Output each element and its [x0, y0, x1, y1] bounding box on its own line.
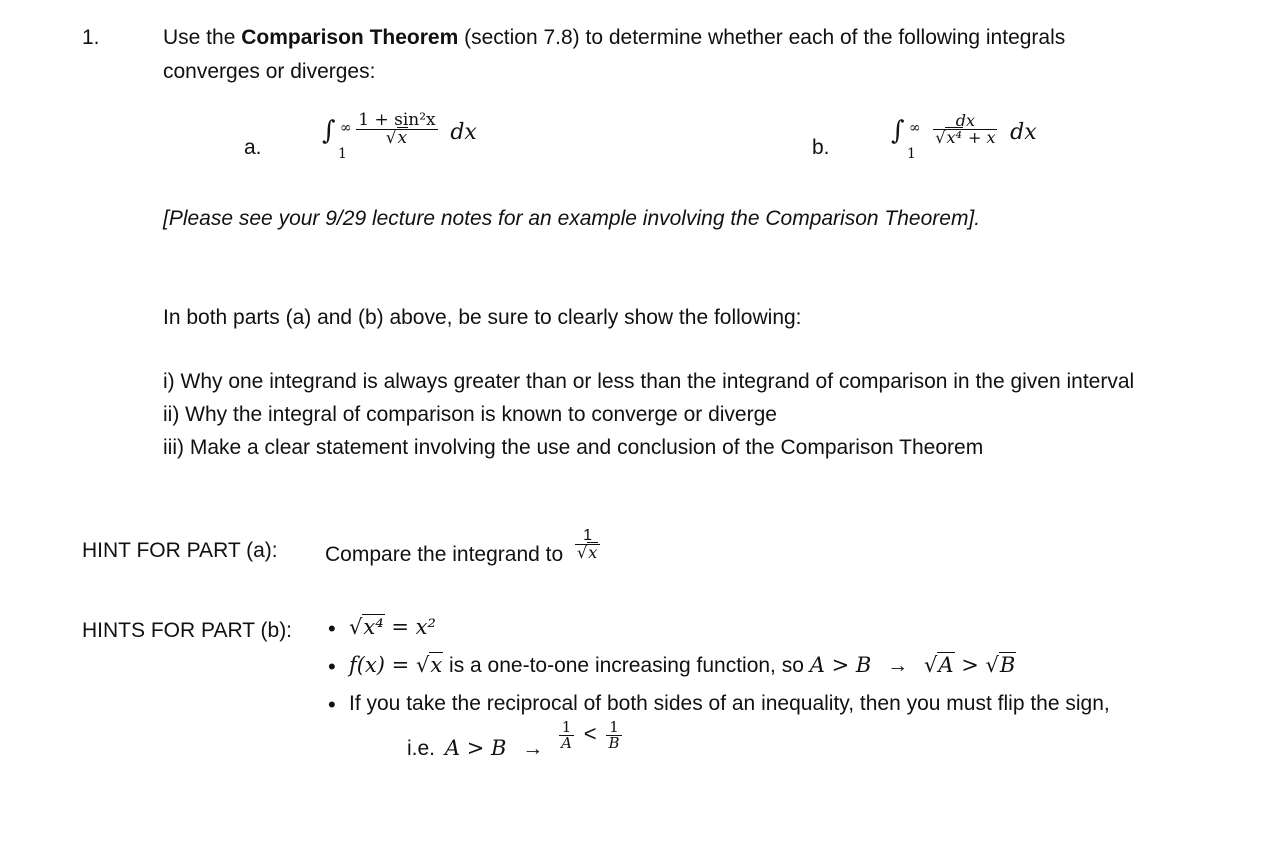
part-a-label: a. — [244, 136, 262, 159]
part-a-integrand — [356, 112, 437, 147]
part-b-upper-limit: ∞ — [909, 120, 921, 136]
problem-intro-line1 — [163, 26, 1065, 50]
problem-intro-line2: converges or diverges: — [163, 60, 376, 83]
hint-a-frac-den: √x — [575, 544, 600, 561]
hints-b-b1-radicand: x⁴ — [363, 615, 384, 639]
hints-b-ie-label: i.e. — [407, 737, 436, 761]
hints-b-bullet-3: If you take the reciprocal of both sides of an inequality, then you must flip the sign, — [349, 692, 1110, 715]
hint-a-fraction — [575, 528, 600, 561]
part-a-lower-limit: 1 — [338, 146, 347, 162]
part-a-upper-limit: ∞ — [340, 120, 352, 136]
part-b-radicand: x⁴ — [946, 128, 962, 147]
part-a-integral — [322, 110, 477, 176]
part-b-denominator: √x⁴ + x — [935, 128, 996, 147]
hints-b-b2-arrow: → — [887, 654, 909, 677]
intro-post: (section 7.8) to determine whether each of the following integrals — [458, 26, 1066, 49]
part-b-integrand — [933, 113, 997, 146]
hints-b-bullet-2-dot: • — [328, 654, 336, 679]
hints-b-ie-line — [407, 718, 622, 761]
hint-a-label: HINT FOR PART (a): — [82, 539, 278, 562]
instruction-item-1: i) Why one integrand is always greater than or less than the integrand of comparison in the given interval — [163, 370, 1135, 393]
integral-sign-a: ∫ — [322, 116, 336, 146]
part-b-differential: dx — [1010, 120, 1037, 145]
hints-b-b2-gt: > — [954, 653, 986, 677]
hint-a-compare-text: Compare the integrand to — [325, 543, 564, 567]
part-b-integral — [891, 111, 1037, 176]
hints-b-bullet-1-dot: • — [328, 616, 336, 641]
hints-b-ie-lt: < — [583, 721, 597, 747]
hint-a-text — [325, 527, 600, 567]
hints-b-b2-rad-b: B — [999, 653, 1016, 677]
part-b-label: b. — [812, 136, 830, 159]
integral-sign-b: ∫ — [891, 116, 905, 146]
hint-a-radicand: x — [588, 543, 598, 562]
part-a-numerator: 1 + sin²x — [358, 110, 436, 130]
hints-b-b2-radicand: x — [430, 653, 443, 677]
hints-b-bullet-3-dot: • — [328, 692, 336, 717]
part-b-lower-limit: 1 — [907, 146, 916, 162]
instruction-item-2: ii) Why the integral of comparison is known to converge or diverge — [163, 403, 777, 426]
hints-b-ie-den2: B — [608, 734, 620, 752]
part-a-differential: dx — [450, 120, 477, 145]
instruction-item-3: iii) Make a clear statement involving the use and conclusion of the Comparison Theorem — [163, 436, 984, 459]
part-a-denominator: √x — [356, 129, 437, 147]
part-b-denominator-tail: + x — [962, 128, 996, 147]
hints-b-bullet-2: f(x) = √x is a one-to-one increasing function, so A > B → √A > √B — [349, 653, 1016, 677]
intro-bold-term: Comparison Theorem — [241, 26, 459, 49]
hints-b-bullet-1: √x⁴ = x² — [349, 615, 436, 639]
hints-b-b2-ineq: A > B — [809, 653, 872, 677]
hints-b-ie-ineq: A > B — [444, 736, 507, 761]
lecture-note: [Please see your 9/29 lecture notes for an example involving the Comparison Theorem]. — [163, 207, 981, 230]
hints-b-label: HINTS FOR PART (b): — [82, 619, 293, 642]
part-b-numerator: dx — [955, 111, 975, 130]
problem-number: 1. — [82, 26, 100, 49]
part-a-radicand: x — [397, 128, 408, 148]
intro-pre: Use the — [163, 26, 242, 49]
hints-b-ie-den1: A — [561, 734, 572, 752]
hints-b-ie-frac-2 — [606, 720, 621, 751]
hint-a-frac-num: 1 — [583, 527, 593, 544]
hints-b-ie-frac-1 — [559, 720, 574, 751]
instructions-lead: In both parts (a) and (b) above, be sure to clearly show the following: — [163, 306, 802, 329]
hints-b-b1-rhs: = x² — [384, 615, 436, 639]
hints-b-b2-rad-a: A — [938, 653, 954, 677]
hints-b-ie-num1: 1 — [561, 718, 572, 736]
hints-b-b2-fx: f(x) = — [349, 653, 416, 677]
hints-b-ie-num2: 1 — [609, 718, 619, 736]
hints-b-b2-text: is a one-to-one increasing function, so — [443, 654, 810, 677]
hints-b-ie-arrow: → — [522, 737, 544, 761]
